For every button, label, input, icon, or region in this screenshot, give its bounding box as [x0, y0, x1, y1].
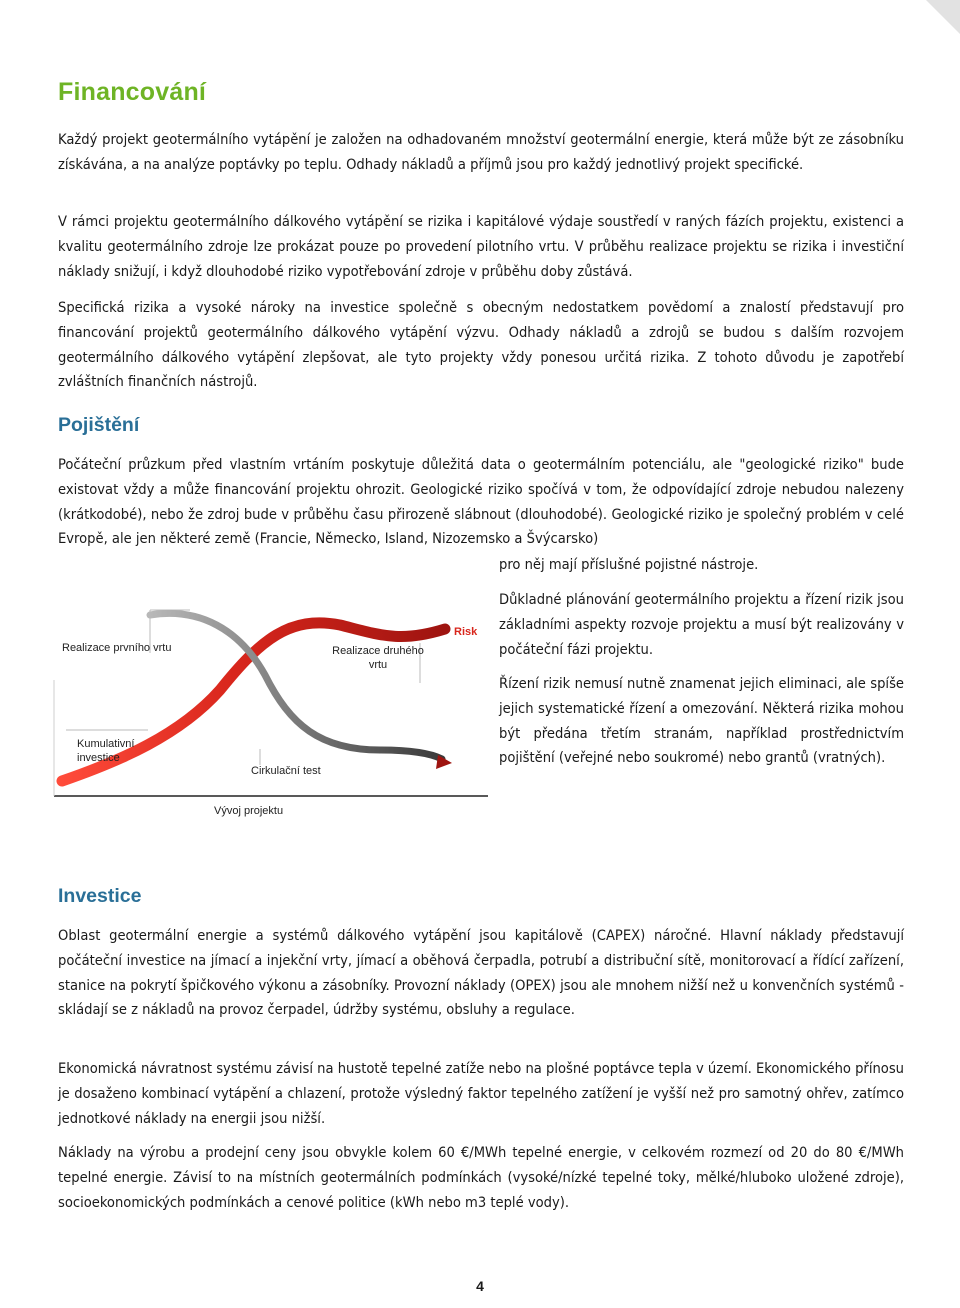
- page-corner-decoration: [926, 0, 960, 34]
- investice-paragraph-2: Ekonomická návratnost systému závisí na hustotě tepelné zatíže nebo na plošné poptávce tepla v území. Ekonomického přínosu je dosaženo kombinací vytápění a chlazení, protože výsledný faktor tepelného zatížení je vyšší než pro samotný ohřev, zatímco jednotkové náklady na energii jsou nižší.: [58, 1060, 904, 1127]
- section-title-investice: Investice: [58, 885, 142, 907]
- financovani-paragraph-2: V rámci projektu geotermálního dálkového vytápění se rizika i kapitálové výdaje soustředí v raných fázích projektu, existenci a kvalitu geotermálního zdroje lze prokázat pouze po provedení pilotního vrtu. V průběhu realizace projektu se rizika i investiční náklady snižují, i když dlouhodobé riziko vypotřebování zdroje v průběhu doby zůstává.: [58, 213, 904, 280]
- page-number: 4: [476, 1278, 484, 1294]
- label-cumulative-investment: Kumulativní investice: [77, 738, 135, 764]
- pojisteni-paragraph-1-tail: pro něj mají příslušné pojistné nástroje.: [499, 556, 759, 573]
- investice-paragraph-3: Náklady na výrobu a prodejní ceny jsou obvykle kolem 60 €/MWh tepelné energie, v celkovém rozmezí od 20 do 80 €/MWh tepelné energie. Závisí to na místních geotermálních podmínkách (vysoké/nízké tepelné toky, mělké/hluboko uložené zdroje), socioekonomických podmínkách a cenové politice (kWh nebo m3 teplé vody).: [58, 1144, 904, 1211]
- label-project-development: Vývoj projektu: [214, 805, 284, 817]
- investice-paragraph-1: Oblast geotermální energie a systémů dálkového vytápění jsou kapitálově (CAPEX) náročné. Hlavní náklady představují počáteční investice na jímací a injekční vrty, jímací a oběhová čerpadla, potrubí a distribuční sítě, monitorovací a řídící zařízení, stanice na pokrytí špičkového výkonu a zásobníky. Provozní náklady (OPEX) jsou ale mnohem nižší než u konvenčních systémů - skládají se z nákladů na provoz čerpadel, údržby systému, obsluhy a regulace.: [58, 927, 904, 1019]
- label-first-well: Realizace prvního vrtu: [62, 642, 172, 654]
- label-circulation-test: Cirkulační test: [251, 765, 321, 777]
- risk-investment-diagram: [50, 585, 490, 830]
- risk-investment-graphic: [50, 585, 490, 830]
- financovani-paragraph-3: Specifická rizika a vysoké nároky na investice společně s obecným nedostatkem povědomí a znalostí představují pro financování projektů geotermálního dálkového vytápění výzvu. Odhady nákladů a zdrojů se budou s dalším rozvojem geotermálního dálkového vytápění zlepšovat, ale tyto projekty vždy ponesou určitá rizika. Z tohoto důvodu je zapotřebí zvláštních finančních nástrojů.: [58, 299, 904, 391]
- risk-label: Risk: [454, 626, 478, 638]
- label-second-well: Realizace druhého vrtu: [332, 645, 424, 671]
- financovani-paragraph-1: Každý projekt geotermálního vytápění je založen na odhadovaném množství geotermální energie, která může být ze zásobníku získávána, a na analýze poptávky po teplu. Odhady nákladů a příjmů jsou pro každý jednotlivý projekt specifické.: [58, 131, 904, 173]
- pojisteni-paragraph-3: Řízení rizik nemusí nutně znamenat jejich eliminaci, ale spíše jejich systematické řízení a omezování. Některá rizika mohou být předána třetím stranám, například prostřednictvím pojištění (veřejné nebo soukromé) nebo grantů (vratných).: [499, 675, 904, 767]
- pojisteni-paragraph-1: Počáteční průzkum před vlastním vrtáním poskytuje důležitá data o geotermálním potenciálu, ale "geologické riziko" bude existovat vždy a může financování projektu ohrozit. Geologické riziko spočívá v tom, že odpovídající zdroje nebudou nalezeny (krátkodobé), nebo že zdroj bude v průběhu času přirozeně slábnout (dlouhodobé). Geologické riziko je společný problém v celé Evropě, ale jen některé země (Francie, Německo, Island, Nizozemsko a Švýcarsko): [58, 456, 904, 548]
- section-title-financovani: Financování: [58, 78, 207, 106]
- pojisteni-paragraph-2: Důkladné plánování geotermálního projektu a řízení rizik jsou základními aspekty rozvoje projektu a musí být realizovány v počáteční fázi projektu.: [499, 591, 904, 658]
- section-title-pojisteni: Pojištění: [58, 414, 140, 436]
